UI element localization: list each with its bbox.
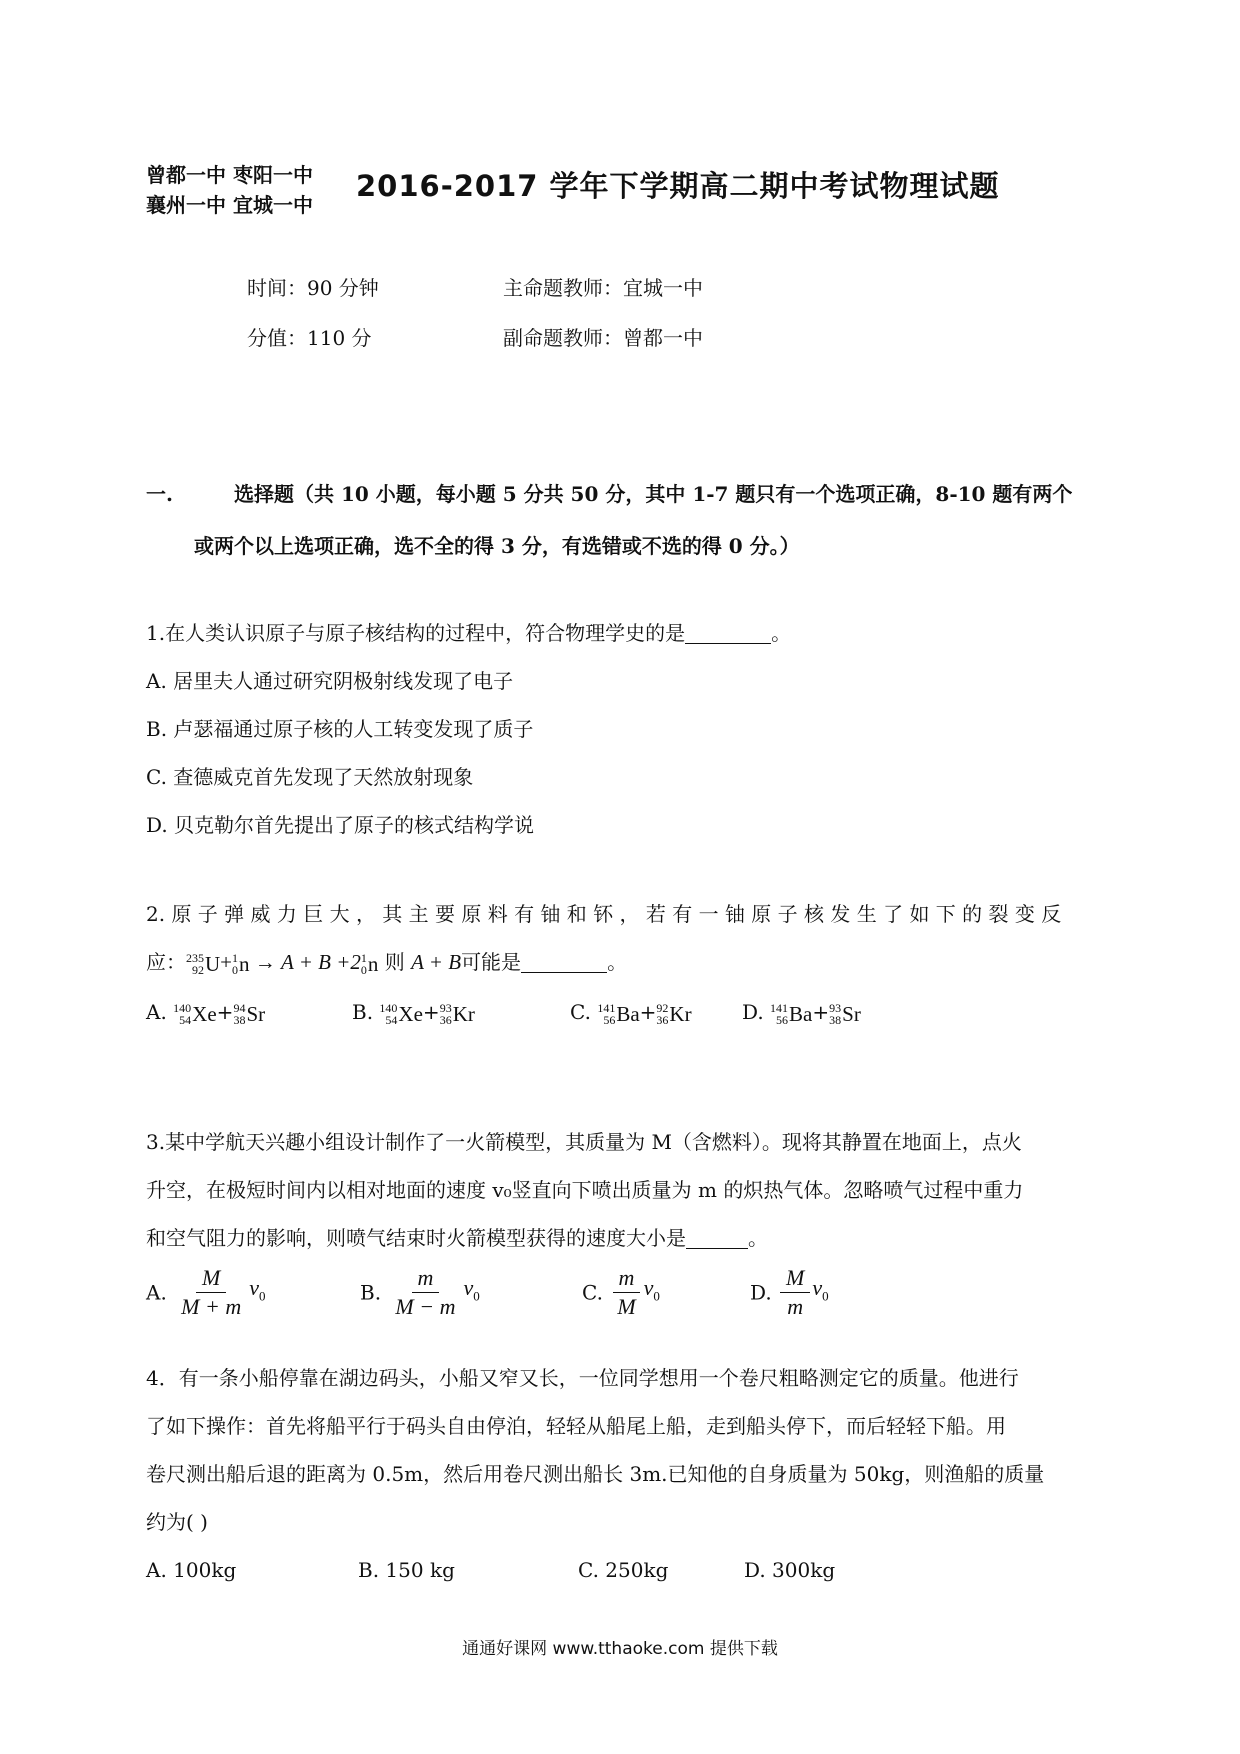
q3-option-a: A. $\frac{M}{M + m}$ $v_0$ — [146, 1265, 266, 1319]
q2-options — [146, 988, 1106, 1028]
question-1 — [146, 609, 1106, 849]
q2-possible: 可能是 — [461, 950, 522, 974]
page-title: 2016-2017 学年下学期高二期中考试物理试题 — [356, 169, 1000, 203]
q2-blank — [521, 950, 607, 973]
q4-option-b: B. 150 kg — [358, 1558, 455, 1582]
q1-end: 。 — [771, 621, 792, 645]
q1-option-c: C. 查德威克首先发现了天然放射现象 — [146, 765, 474, 789]
q4-option-d: D. 300kg — [744, 1558, 836, 1582]
q1-option-d: D. 贝克勒尔首先提出了原子的核式结构学说 — [146, 813, 535, 837]
q4-line-4: 约为( ) — [146, 1510, 208, 1534]
q3-option-d: D. $\frac{M}{m}$ $v_0$ — [750, 1265, 829, 1319]
q3-option-c: C. $\frac{m}{M}$ $v_0$ — [582, 1265, 660, 1319]
page-footer: 通通好课网 www.tthaoke.com 提供下载 — [462, 1639, 778, 1659]
school-list — [146, 160, 313, 220]
q3-end: 。 — [748, 1226, 768, 1250]
question-2 — [146, 890, 1106, 1028]
q3-blank — [686, 1226, 748, 1249]
q2-prefix: 应： — [146, 950, 186, 974]
q1-option-b: B. 卢瑟福通过原子核的人工转变发现了质子 — [146, 717, 534, 741]
q1-blank — [685, 621, 771, 644]
exam-score: 分值：110 分 — [247, 326, 372, 350]
fission-equation: 235 92 U + 1 0 n → A + B +2 1 0 n — [186, 950, 379, 978]
q4-line-1: 4．有一条小船停靠在湖边码头，小船又窄又长，一位同学想用一个卷尺粗略测定它的质量。他进行 — [146, 1366, 1019, 1390]
q2-end: 。 — [607, 950, 628, 974]
q3-line-3: 和空气阻力的影响，则喷气结束时火箭模型获得的速度大小是 — [146, 1226, 686, 1250]
q2-option-d: D. 141 56 Ba + 93 38 Sr — [742, 1000, 861, 1027]
question-4 — [146, 1354, 1106, 1586]
deputy-teacher: 副命题教师：曾都一中 — [503, 326, 703, 350]
q4-option-c: C. 250kg — [578, 1558, 669, 1582]
q1-stem: 1.在人类认识原子与原子核结构的过程中，符合物理学史的是 — [146, 621, 686, 645]
q3-options — [146, 1264, 1106, 1334]
schools-line-2: 襄州一中 宜城一中 — [146, 193, 313, 217]
q3-line-1: 3.某中学航天兴趣小组设计制作了一火箭模型，其质量为 M（含燃料）。现将其静置在地面上，点火 — [146, 1130, 1022, 1154]
q2-option-c: C. 141 56 Ba + 92 36 Kr — [570, 1000, 692, 1027]
q2-ab: A + B — [411, 950, 462, 974]
section-line-1: 选择题（共 10 小题，每小题 5 分共 50 分，其中 1-7 题只有一个选项正确，8-10 题有两个 — [234, 482, 1073, 506]
section-heading — [146, 468, 1106, 572]
q2-then: 则 — [378, 950, 412, 974]
q4-line-3: 卷尺测出船后退的距离为 0.5m，然后用卷尺测出船长 3m.已知他的自身质量为 50kg，则渔船的质量 — [146, 1462, 1045, 1486]
section-line-2: 或两个以上选项正确，选不全的得 3 分，有选错或不选的得 0 分。） — [194, 534, 800, 558]
q1-option-a: A. 居里夫人通过研究阴极射线发现了电子 — [146, 669, 514, 693]
section-number: 一. — [146, 482, 173, 506]
q2-stem-line-2 — [146, 938, 1106, 988]
q2-option-a: A. 140 54 Xe + 94 38 Sr — [146, 1000, 266, 1027]
q4-options — [146, 1546, 1106, 1586]
schools-line-1: 曾都一中 枣阳一中 — [146, 163, 313, 187]
q3-option-b: B. $\frac{m}{M - m}$ $v_0$ — [360, 1265, 480, 1319]
q3-line-2: 升空，在极短时间内以相对地面的速度 v₀竖直向下喷出质量为 m 的炽热气体。忽略喷气过程中重力 — [146, 1178, 1024, 1202]
q4-line-2: 了如下操作：首先将船平行于码头自由停泊，轻轻从船尾上船，走到船头停下，而后轻轻下船。用 — [146, 1414, 1006, 1438]
chief-teacher: 主命题教师：宜城一中 — [503, 276, 703, 300]
q4-option-a: A. 100kg — [146, 1558, 237, 1582]
question-3 — [146, 1118, 1106, 1334]
q2-option-b: B. 140 54 Xe + 93 36 Kr — [352, 1000, 475, 1027]
q2-stem-line-1: 2. 原 子 弹 威 力 巨 大 ， 其 主 要 原 料 有 铀 和 钚 ， 若 有 一 铀 原 子 核 发 生 了 如 下 的 裂 变 反 — [146, 902, 1062, 926]
exam-time: 时间：90 分钟 — [247, 276, 379, 300]
